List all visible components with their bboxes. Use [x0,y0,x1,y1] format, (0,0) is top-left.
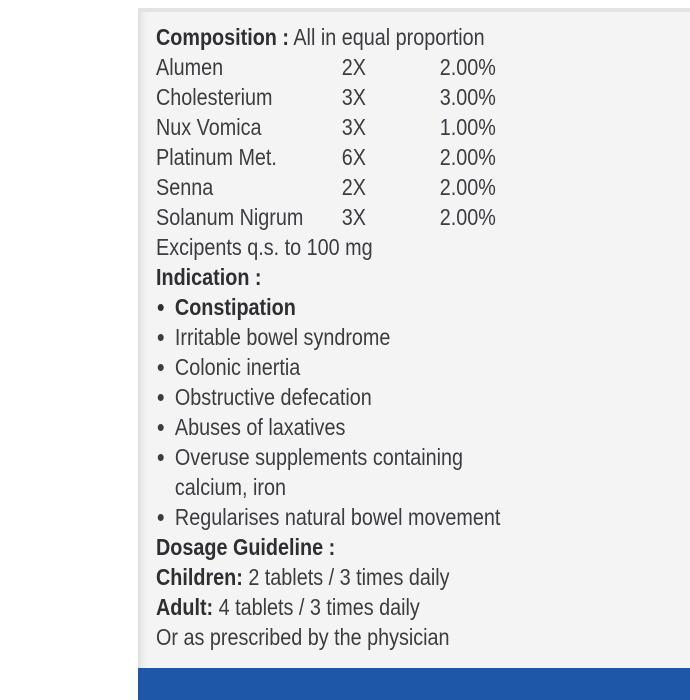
dosage-heading: Dosage Guideline : [156,534,336,560]
indication-item [156,442,603,472]
dosage-adult-value: 4 tablets / 3 times daily [218,594,420,620]
indication-heading: Indication : [156,264,262,290]
indication-item-label: Constipation [174,294,296,320]
ingredient-percent: 2.00% [439,54,496,80]
indication-item [156,412,603,442]
composition-note: All in equal proportion [293,24,485,50]
indication-item-label: Regularises natural bowel movement [174,504,501,530]
ingredient-row [156,82,603,112]
ingredient-row [156,112,603,142]
ingredient-percent: 3.00% [439,84,496,110]
bullet-dot-icon [158,514,164,521]
indication-item-label: Obstructive defecation [174,384,372,410]
ingredient-percent: 2.00% [439,174,496,200]
label-text [156,22,603,652]
dosage-note: Or as prescribed by the physician [156,624,450,650]
ingredient-percent: 2.00% [439,144,496,170]
ingredient-name: Solanum Nigrum [156,204,304,230]
indication-item-label: Irritable bowel syndrome [174,324,391,350]
ingredient-percent: 2.00% [439,204,496,230]
ingredient-name: Platinum Met. [156,144,277,170]
ingredient-name: Nux Vomica [156,114,262,140]
panel-top-shade [138,8,690,12]
indication-item [156,352,603,382]
dosage-adult-label: Adult: [156,594,214,620]
bullet-dot-icon [158,454,164,461]
indication-item-continuation: calcium, iron [174,474,286,500]
composition-heading: Composition : [156,24,289,50]
indication-item [156,322,603,352]
indication-item-label: Abuses of laxatives [174,414,346,440]
composition-heading-line [156,22,603,52]
indication-item [156,502,603,532]
indication-item [156,292,603,322]
ingredient-name: Cholesterium [156,84,273,110]
ingredient-potency: 2X [341,174,366,200]
bullet-dot-icon [158,424,164,431]
ingredient-potency: 3X [341,84,366,110]
dosage-adult-line [156,592,603,622]
bullet-dot-icon [158,364,164,371]
excipients-line: Excipents q.s. to 100 mg [156,234,373,260]
dosage-children-line [156,562,603,592]
bullet-dot-icon [158,394,164,401]
ingredient-potency: 2X [341,54,366,80]
ingredient-potency: 3X [341,204,366,230]
ingredient-row [156,52,603,82]
ingredient-row [156,172,603,202]
indication-item [156,382,603,412]
dosage-children-label: Children: [156,564,243,590]
ingredient-potency: 6X [341,144,366,170]
dosage-children-value: 2 tablets / 3 times daily [248,564,450,590]
indication-item-label: Colonic inertia [174,354,301,380]
ingredient-name: Alumen [156,54,224,80]
indication-item-label: Overuse supplements containing [174,444,464,470]
ingredient-percent: 1.00% [439,114,496,140]
ingredient-row [156,142,603,172]
bullet-dot-icon [158,334,164,341]
ingredient-name: Senna [156,174,214,200]
bullet-dot-icon [158,304,164,311]
ingredient-potency: 3X [341,114,366,140]
blue-bottom-band [138,668,690,700]
ingredient-row [156,202,603,232]
